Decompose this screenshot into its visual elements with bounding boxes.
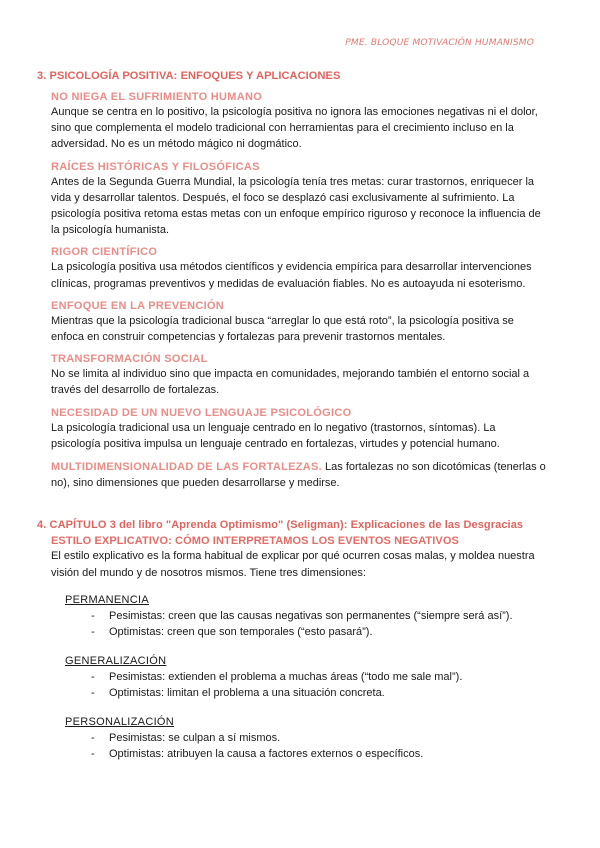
list-item: - Optimistas: creen que son temporales (“esto pasará”).	[91, 624, 547, 640]
section-item	[51, 245, 547, 291]
item-heading: NO NIEGA EL SUFRIMIENTO HUMANO	[51, 91, 263, 103]
list-item: - Pesimistas: extienden el problema a muchas áreas (“todo me sale mal”).	[91, 669, 547, 685]
section-3-title: 3. PSICOLOGÍA POSITIVA: ENFOQUES Y APLICACIONES	[37, 70, 341, 82]
bullet-list	[65, 669, 547, 701]
dimension-title: PERMANENCIA	[65, 593, 149, 606]
document-content	[37, 70, 547, 762]
dimension-personalizacion	[65, 715, 547, 762]
section-item	[51, 352, 547, 398]
item-text: El estilo explicativo es la forma habitual de explicar por qué ocurren cosas malas, y moldea nuestra visión del mundo y de nosotros mismos. Tiene tres dimensiones:	[51, 550, 535, 579]
item-text-inline: Las fortalezas no son dicotómicas (tenerlas o no), sino dimensiones que pueden desarrollarse y medirse.	[51, 461, 546, 490]
item-text: Mientras que la psicología tradicional busca “arreglar lo que está roto”, la psicología positiva se enfoca en construir competencias y fortalezas para prevenir trastornos mentales.	[51, 314, 514, 344]
item-text: La psicología tradicional usa un lenguaje centrado en lo negativo (trastornos, síntomas). La psicología positiva impulsa un lenguaje centrado en fortalezas, virtudes y potencial humano.	[51, 421, 500, 450]
item-heading: ENFOQUE EN LA PREVENCIÓN	[51, 299, 225, 312]
dimension-title: GENERALIZACIÓN	[65, 654, 167, 667]
section-item	[51, 299, 547, 345]
item-text: La psicología positiva usa métodos científicos y evidencia empírica para desarrollar intervenciones clínicas, programas preventivos y medidas de evaluación fiables. No es autoayuda ni esoterismo.	[51, 261, 532, 290]
item-heading: RAÍCES HISTÓRICAS Y FILOSÓFICAS	[51, 160, 260, 173]
section-item	[51, 534, 547, 580]
section-item	[51, 160, 547, 239]
item-heading: TRANSFORMACIÓN SOCIAL	[51, 353, 208, 366]
bullet-list	[65, 608, 547, 640]
bullet-list	[65, 730, 547, 762]
section-item-inline	[51, 459, 547, 491]
section-item	[51, 90, 547, 153]
section-3-body	[51, 90, 547, 491]
item-text: Antes de la Segunda Guerra Mundial, la psicología tenía tres metas: curar trastornos, enriquecer la vida y desarrollar talentos. Después, el foco se desplazó casi exclusivamente al sufrimiento. La psicología positiva retoma estas metas con un enfoque empírico riguroso y reconoce la influencia de la psicología humanista.	[51, 175, 541, 237]
item-text	[51, 459, 547, 491]
dimension-permanencia	[65, 593, 547, 640]
list-item: - Pesimistas: se culpan a sí mismos.	[91, 730, 547, 746]
item-heading: NECESIDAD DE UN NUEVO LENGUAJE PSICOLÓGICO	[51, 406, 352, 419]
item-heading: RIGOR CIENTÍFICO	[51, 246, 158, 259]
section-4-body	[51, 534, 547, 761]
list-item: - Optimistas: limitan el problema a una situación concreta.	[91, 685, 547, 701]
item-text: No se limita al individuo sino que impacta en comunidades, mejorando también el entorno social a través del desarrollo de fortalezas.	[51, 368, 530, 397]
section-4-title: 4. CAPÍTULO 3 del libro "Aprenda Optimismo" (Seligman): Explicaciones de las Desgracias	[37, 519, 524, 532]
page-header: PME. BLOQUE MOTIVACIÓN HUMANISMO	[345, 38, 534, 48]
item-heading-inline: MULTIDIMENSIONALIDAD DE LAS FORTALEZAS.	[51, 461, 322, 474]
dimension-title: PERSONALIZACIÓN	[65, 715, 175, 728]
item-text: Aunque se centra en lo positivo, la psicología positiva no ignora las emociones negativas ni el dolor, sino que complementa el modelo tradicional con herramientas para el crecimiento incluso en la adversidad. No es un método mágico ni dogmático.	[51, 106, 538, 151]
section-item	[51, 406, 547, 452]
dimension-generalizacion	[65, 654, 547, 701]
list-item: - Optimistas: atribuyen la causa a factores externos o específicos.	[91, 746, 547, 762]
item-heading: ESTILO EXPLICATIVO: CÓMO INTERPRETAMOS LOS EVENTOS NEGATIVOS	[51, 535, 459, 548]
list-item: - Pesimistas: creen que las causas negativas son permanentes (“siempre será así”).	[91, 608, 547, 624]
